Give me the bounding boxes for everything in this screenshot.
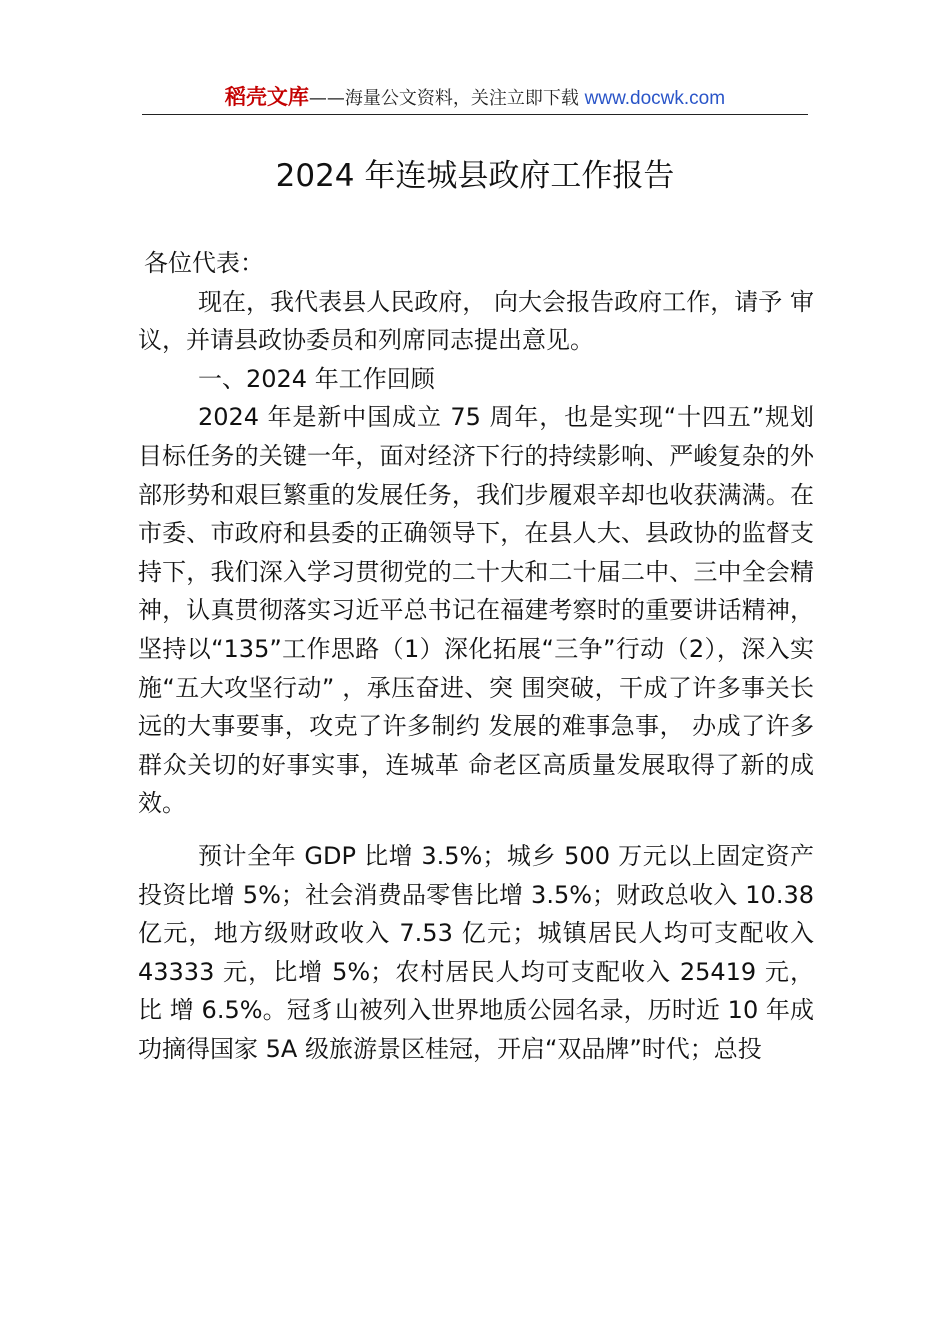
header-slogan: ——海量公文资料，关注立即下载 [308, 88, 579, 109]
watermark-header [142, 84, 808, 115]
brand-name: 稻壳文库 [224, 85, 309, 109]
statistics-paragraph: 预计全年 GDP 比增 3.5%；城乡 500 万元以上固定资产投资比增 5%；社会消费品零售比增 3.5%；财政总收入 10.38亿元，地方级财政收入 7.53 亿元；城镇居民人均可支配收入 43333 元，比增 5%；农村居民人均可支配收入 25419 元，比 增 6.5%。冠豸山被列入世界地质公园名录，历时近 10 年成 功摘得国家 5A 级旅游景区桂冠，开启“双品牌”时代；总投 [138, 841, 814, 1063]
review-paragraph: 2024 年是新中国成立 75 周年，也是实现“十四五”规划目标任务的关键一年，面对经济下行的持续影响、严峻复杂的外部形势和艰巨繁重的发展任务，我们步履艰辛却也收获满满。在市委、市政府和县委的正确领导下，在县人大、县政协的监督支持下，我们深入学习贯彻党的二十大和二十届二中、三中全会精神，认真贯彻落实习近平总书记在福建考察时的重要讲话精神，坚持以“135”工作思路（1）深化拓展“三争”行动（2），深入实施“五大攻坚行动” ，承压奋进、突 围突破，干成了许多事关长远的大事要事，攻克了许多制约 发展的难事急事， 办成了许多群众关切的好事实事，连城革 命老区高质量发展取得了新的成效。 [138, 403, 814, 818]
intro-paragraph: 现在，我代表县人民政府， 向大会报告政府工作，请予 审议，并请县政协委员和列席同志提出意见。 [138, 287, 814, 355]
site-link[interactable]: www.docwk.com [584, 88, 726, 109]
document-body [138, 244, 814, 1068]
section-heading: 一、2024 年工作回顾 [198, 364, 435, 393]
salutation: 各位代表： [144, 249, 264, 277]
document-title: 2024 年连城县政府工作报告 [275, 158, 675, 194]
